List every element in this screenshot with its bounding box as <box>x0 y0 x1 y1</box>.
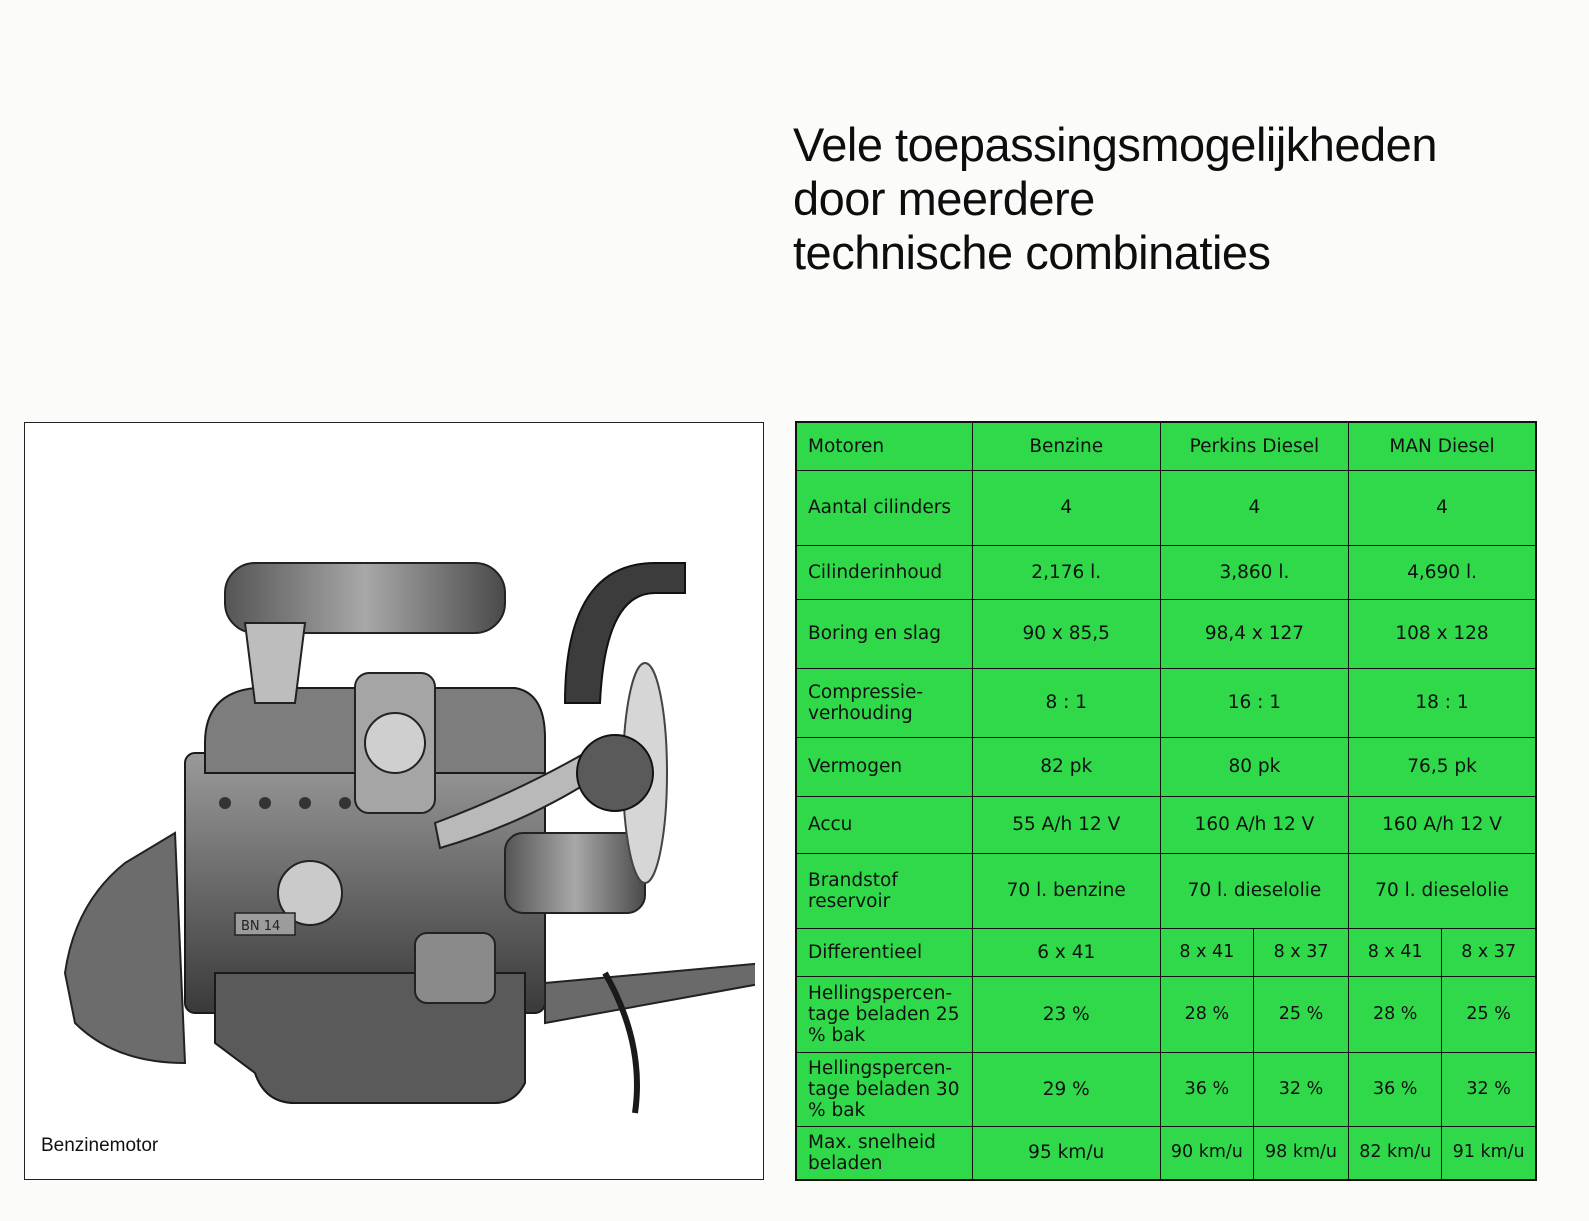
table-row <box>796 599 1536 668</box>
table-row <box>796 545 1536 599</box>
cell-man: 4 <box>1349 470 1536 545</box>
row-label: Hellingspercen-tage beladen 30 % bak <box>796 1052 972 1126</box>
cell-perkins: 80 pk <box>1160 737 1348 796</box>
cell-benzine: 8 : 1 <box>972 668 1160 737</box>
cell-perkins-a: 28 % <box>1160 976 1253 1052</box>
cell-perkins-a: 36 % <box>1160 1052 1253 1126</box>
cell-man: 76,5 pk <box>1349 737 1536 796</box>
cell-perkins-b: 25 % <box>1253 976 1348 1052</box>
cell-man: 4,690 l. <box>1349 545 1536 599</box>
header-perkins: Perkins Diesel <box>1160 422 1348 470</box>
table-row <box>796 668 1536 737</box>
cell-perkins-b: 32 % <box>1253 1052 1348 1126</box>
cell-benzine: 70 l. benzine <box>972 853 1160 928</box>
cell-man-a: 28 % <box>1349 976 1442 1052</box>
cell-perkins-a: 90 km/u <box>1160 1126 1253 1180</box>
table-row <box>796 928 1536 976</box>
cell-man: 160 A/h 12 V <box>1349 796 1536 853</box>
table-row <box>796 976 1536 1052</box>
table-row <box>796 796 1536 853</box>
row-label: Differentieel <box>796 928 972 976</box>
cell-man-a: 8 x 41 <box>1349 928 1442 976</box>
cell-man-b: 32 % <box>1442 1052 1536 1126</box>
cell-perkins: 98,4 x 127 <box>1160 599 1348 668</box>
photo-caption: Benzinemotor <box>41 1135 159 1156</box>
row-label: Accu <box>796 796 972 853</box>
table-row <box>796 470 1536 545</box>
cell-benzine: 6 x 41 <box>972 928 1160 976</box>
cell-benzine: 2,176 l. <box>972 545 1160 599</box>
engine-plate-text: BN 14 <box>241 919 281 934</box>
cell-perkins: 160 A/h 12 V <box>1160 796 1348 853</box>
row-label: Vermogen <box>796 737 972 796</box>
cell-man-b: 91 km/u <box>1442 1126 1536 1180</box>
headline-line-3: technische combinaties <box>793 226 1271 279</box>
row-label: Boring en slag <box>796 599 972 668</box>
cell-man-a: 82 km/u <box>1349 1126 1442 1180</box>
page-headline <box>793 118 1437 280</box>
headline-line-1: Vele toepassingsmogelijkheden <box>793 118 1437 171</box>
row-label: Max. snelheid beladen <box>796 1126 972 1180</box>
cell-perkins: 4 <box>1160 470 1348 545</box>
row-label: Cilinderinhoud <box>796 545 972 599</box>
engine-spec-table <box>795 421 1537 1181</box>
cell-perkins-a: 8 x 41 <box>1160 928 1253 976</box>
cell-perkins-b: 8 x 37 <box>1253 928 1348 976</box>
row-label: Compressie-verhouding <box>796 668 972 737</box>
table-row <box>796 1126 1536 1180</box>
cell-benzine: 29 % <box>972 1052 1160 1126</box>
cell-benzine: 23 % <box>972 976 1160 1052</box>
cell-benzine: 55 A/h 12 V <box>972 796 1160 853</box>
table-row <box>796 1052 1536 1126</box>
cell-benzine: 95 km/u <box>972 1126 1160 1180</box>
header-man: MAN Diesel <box>1349 422 1536 470</box>
cell-man-a: 36 % <box>1349 1052 1442 1126</box>
row-label: Brandstof reservoir <box>796 853 972 928</box>
cell-man-b: 8 x 37 <box>1442 928 1536 976</box>
cell-man: 18 : 1 <box>1349 668 1536 737</box>
engine-photo <box>45 503 755 1123</box>
row-label: Hellingspercen-tage beladen 25 % bak <box>796 976 972 1052</box>
header-label: Motoren <box>796 422 972 470</box>
header-benzine: Benzine <box>972 422 1160 470</box>
cell-perkins: 70 l. dieselolie <box>1160 853 1348 928</box>
cell-benzine: 82 pk <box>972 737 1160 796</box>
headline-line-2: door meerdere <box>793 172 1095 225</box>
cell-perkins: 16 : 1 <box>1160 668 1348 737</box>
table-header-row <box>796 422 1536 470</box>
cell-man: 70 l. dieselolie <box>1349 853 1536 928</box>
cell-benzine: 90 x 85,5 <box>972 599 1160 668</box>
engine-photo-frame <box>24 422 764 1180</box>
cell-perkins-b: 98 km/u <box>1253 1126 1348 1180</box>
cell-man: 108 x 128 <box>1349 599 1536 668</box>
row-label: Aantal cilinders <box>796 470 972 545</box>
table-row <box>796 737 1536 796</box>
cell-perkins: 3,860 l. <box>1160 545 1348 599</box>
cell-benzine: 4 <box>972 470 1160 545</box>
cell-man-b: 25 % <box>1442 976 1536 1052</box>
table-row <box>796 853 1536 928</box>
